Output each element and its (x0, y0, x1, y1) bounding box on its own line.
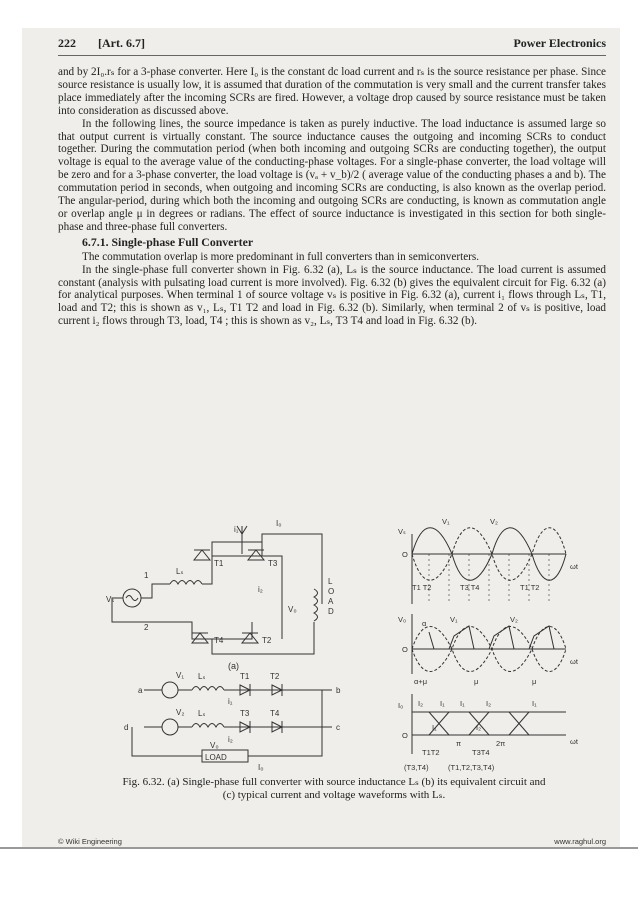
caption-line-1: Fig. 6.32. (a) Single-phase full converter with source inductance Lₛ (b) its equivalent circuit and (122, 776, 546, 788)
label-c-i1-a: I₁ (440, 699, 445, 708)
label-c-v1: V₁ (442, 517, 450, 526)
footer-url[interactable]: www.raghul.org (554, 837, 606, 846)
label-c-i2-d: I₂ (476, 723, 481, 732)
page-header (58, 36, 606, 54)
label-origin-1: O (402, 550, 408, 559)
label-load-d: D (328, 607, 334, 616)
bottom-rule (0, 847, 638, 849)
label-vs: Vₛ (106, 595, 115, 604)
label-origin-2: O (402, 645, 408, 654)
label-b-t2: T2 (270, 672, 280, 681)
label-wt-3: ωt (570, 737, 578, 746)
label-load-a: A (328, 597, 334, 606)
load-inductor (314, 589, 318, 621)
label-c-t1t2-b: T1 T2 (520, 583, 540, 592)
label-t3: T3 (268, 559, 278, 568)
label-b-t3: T3 (240, 709, 250, 718)
label-c-i1-c: I₁ (532, 699, 537, 708)
circuit-a (112, 526, 322, 654)
label-1: 1 (144, 571, 149, 580)
circuit-b (132, 682, 332, 762)
label-t3t4-bar: T3T4 (472, 748, 490, 757)
label-wt-2: ωt (570, 657, 578, 666)
label-all-scr: (T1,T2,T3,T4) (448, 763, 495, 772)
label-c-v1-2: V₁ (450, 615, 458, 624)
label-load-l: L (328, 577, 333, 586)
label-mu-1: μ (474, 677, 479, 686)
label-d: d (124, 723, 129, 732)
book-title: Power Electronics (513, 36, 606, 50)
label-v1: V₁ (176, 671, 185, 680)
label-a: a (138, 686, 143, 695)
label-c-v2: V₂ (490, 517, 498, 526)
label-b-t4: T4 (270, 709, 280, 718)
figure-caption (62, 776, 606, 802)
label-i2: i₂ (258, 585, 263, 594)
book-page (22, 28, 620, 848)
label-2pi: 2π (496, 739, 506, 748)
page-number: 222 (58, 36, 76, 50)
label-v2: V₂ (176, 708, 185, 717)
label-t3t4-paren: (T3,T4) (404, 763, 429, 772)
label-2: 2 (144, 623, 149, 632)
article-ref: [Art. 6.7] (98, 36, 145, 50)
section-heading: 6.7.1. Single-phase Full Converter (82, 234, 254, 249)
label-mu-2: μ (532, 677, 537, 686)
label-c-t3t4: T3 T4 (460, 583, 480, 592)
paragraph-1: and by 2I₀.rₛ for a 3-phase converter. Here I₀ is the constant dc load current and rₛ is the source resistance per phase. Since source resistance is usually low, it is assumed that duration of the commutation is very small and the current transfer takes place immediately after the incoming SCRs are fired. However, a voltage drop caused by source resistance must be taken into consideration as discussed above. (58, 66, 606, 117)
source-inductor (170, 581, 202, 585)
label-b-vo: V₀ (210, 741, 219, 750)
label-b-t1: T1 (240, 672, 250, 681)
label-load-box: LOAD (205, 753, 227, 762)
scr-t1 (194, 550, 210, 560)
footer-copyright: © Wiki Engineering (58, 837, 122, 846)
label-ls: Lₛ (176, 567, 184, 576)
figure-6-32 (92, 494, 602, 779)
label-load-o: O (328, 587, 335, 596)
body-text (58, 66, 606, 328)
header-rule (58, 55, 606, 56)
label-t1t2-bar: T1T2 (422, 748, 440, 757)
scr-t2 (242, 633, 258, 643)
paragraph-3: The commutation overlap is more predominant in full converters than in semiconverters. (82, 250, 480, 263)
label-c-t1t2-a: T1 T2 (412, 583, 432, 592)
label-b-i1: i₁ (228, 697, 233, 706)
scr-t4 (192, 633, 208, 643)
figure-a-label: (a) (228, 661, 239, 671)
label-t1: T1 (214, 559, 224, 568)
label-c-i2-a: I₂ (418, 699, 423, 708)
label-vo: V₀ (288, 605, 297, 614)
label-c-i2-b: I₂ (486, 699, 491, 708)
circuit-b-labels (124, 671, 341, 779)
page-footer (58, 837, 606, 846)
label-c: c (336, 723, 340, 732)
label-t2: T2 (262, 636, 272, 645)
label-alpha-1: α (422, 619, 427, 628)
waveforms-c-labels (398, 517, 579, 779)
label-vo-axis: V₀ (398, 615, 407, 624)
label-c-i1-d: I₁ (432, 723, 437, 732)
paragraph-2: In the following lines, the source impedance is taken as purely inductive. The load inductance is assumed large so that output current is virtually constant. The source inductance causes the outgoing and incoming SCRs to conduct together. During the commutation period (when both incoming and outgoing SCRs are conducting together), the output voltage is equal to the average value of the conducting-phase voltages. For a single-phase converter, the load voltage will be zero and for a 3-phase converter, the load voltage is (vₐ + v_b)/2 ( average value of the conducting phases a and b). The commutation period in seconds, when outgoing and incoming SCRs are conducting, is also known as the overlap period. The angular-period, during which both the incoming and outgoing SCRs are conducting, is known as commutation angle or overlap angle μ in degrees or radians. The effect of source inductance is investigated in this section for both single-phase and three-phase full converters. (58, 117, 606, 233)
label-i1: i₁ (234, 525, 239, 534)
label-b-i2: i₂ (228, 735, 233, 744)
label-vs-axis: Vₛ (398, 527, 406, 536)
label-io: I₀ (276, 519, 282, 528)
label-wt-1: ωt (570, 562, 578, 571)
waveforms-c (412, 528, 566, 754)
caption-line-2: (c) typical current and voltage waveforms with Lₛ. (222, 789, 446, 801)
label-ls-1: Lₛ (198, 672, 206, 681)
output-arrow (237, 526, 247, 554)
label-b: b (336, 686, 341, 695)
label-io-axis: I₀ (398, 701, 404, 710)
label-origin-3: O (402, 731, 408, 740)
label-t4: T4 (214, 636, 224, 645)
label-pi: π (456, 739, 462, 748)
label-alpha-mu: α+μ (414, 677, 428, 686)
paragraph-4: In the single-phase full converter shown in Fig. 6.32 (a), Lₛ is the source inductance. The load current is assumed constant (analysis with pulsating load current is more involved). Fig. 6.32 (b) gives the equivalent circuit for Fig. 6.32 (a) for analytical purposes. When terminal 1 of source voltage vₛ is positive in Fig. 6.32 (a), current i₁ flows through Lₛ, T1, load and T2; this is shown as v₁, Lₛ, T1 T2 and load in Fig. 6.32 (b). Similarly, when terminal 2 of vₛ is positive, load current i₂ flows through T3, load, T4 ; this is shown as v₂, Lₛ, T3 T4 and load in Fig. 6.32 (b). (58, 263, 606, 328)
label-b-io: I₀ (258, 763, 264, 772)
label-c-v2-2: V₂ (510, 615, 518, 624)
label-ls-2: Lₛ (198, 709, 206, 718)
label-c-i1-b: I₁ (460, 699, 465, 708)
